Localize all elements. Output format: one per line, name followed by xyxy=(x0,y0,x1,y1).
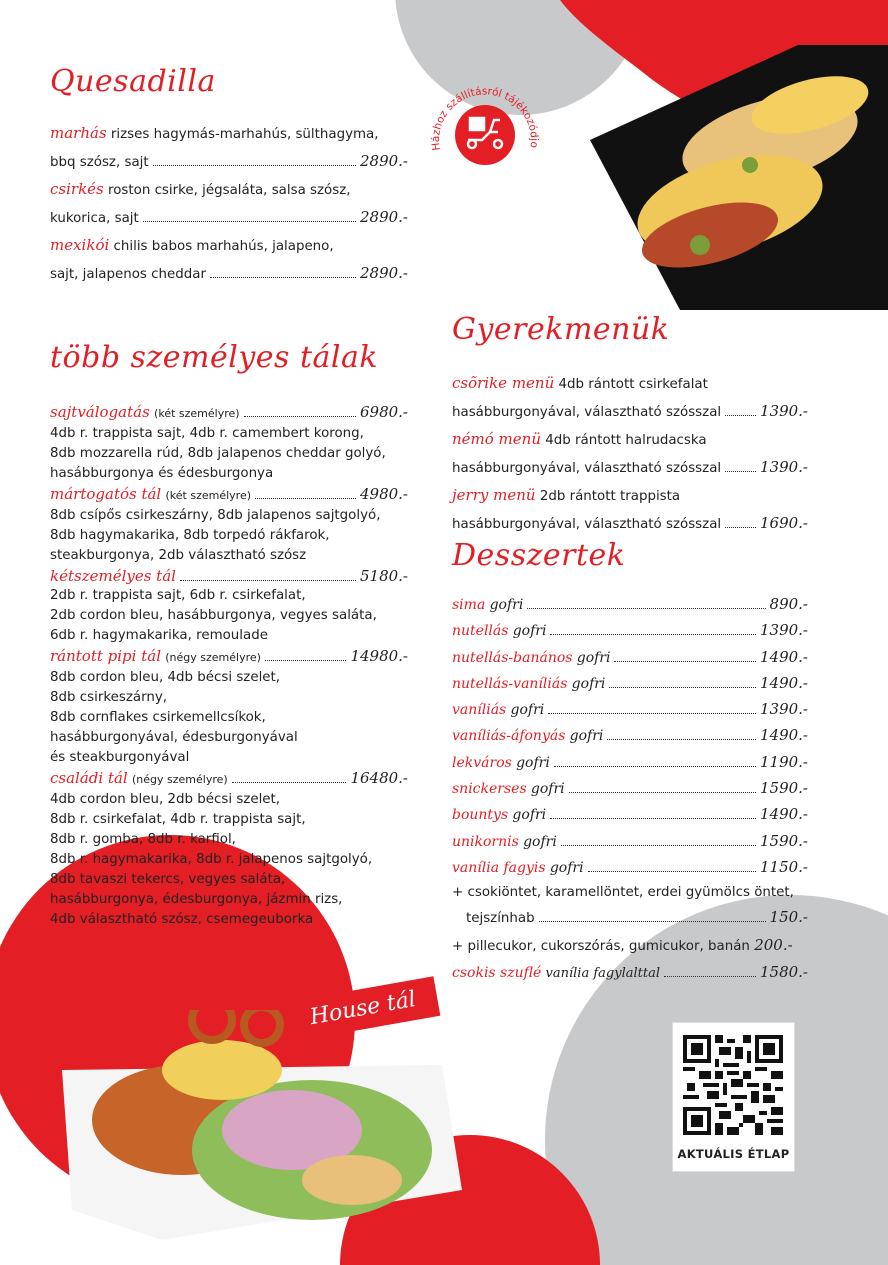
list-item xyxy=(452,645,808,671)
item-name: bountys xyxy=(452,807,509,824)
item-price: 2890.- xyxy=(359,152,408,170)
item-name: vanília fagyis xyxy=(452,859,546,876)
extras-1 xyxy=(452,881,808,931)
desserts-list xyxy=(452,592,808,986)
list-item xyxy=(452,370,808,426)
item-name: jerry menü xyxy=(452,486,536,504)
item-desc: hasábburgonyával, választható szósszal xyxy=(452,405,722,420)
item-desc: hasábburgonyával, édesburgonyával xyxy=(50,730,298,745)
list-item xyxy=(452,671,808,697)
item-desc: roston csirke, jégsaláta, salsa szósz, xyxy=(108,183,351,198)
item-price: 890.- xyxy=(769,595,808,613)
item-name: rántott pipi tál xyxy=(50,647,161,665)
item-desc: hasábburgonyával, választható szósszal xyxy=(452,517,722,532)
item-name: snickerses xyxy=(452,781,527,798)
item-name: lekváros xyxy=(452,754,512,771)
platters-title: több személyes tálak xyxy=(50,340,379,375)
item-suffix: gofri xyxy=(576,649,611,666)
quesadilla-title: Quesadilla xyxy=(50,64,216,99)
item-name: mexikói xyxy=(50,236,110,254)
item-price: 1690.- xyxy=(759,514,808,532)
item-desc: rizses hagymás-marhahús, sülthagyma, xyxy=(110,127,379,142)
delivery-badge xyxy=(420,70,550,200)
item-name: csirkés xyxy=(50,180,104,198)
item-name: családi tál xyxy=(50,769,128,787)
list-item xyxy=(452,750,808,776)
extra-desc: + csokiöntet, karamellöntet, erdei gyümölcs öntet, xyxy=(452,885,794,901)
list-item xyxy=(50,176,408,232)
item-name: vaníliás-áfonyás xyxy=(452,728,566,745)
list-item xyxy=(50,646,408,768)
list-item xyxy=(452,960,808,986)
list-item xyxy=(452,855,808,881)
list-item xyxy=(50,768,408,930)
list-item xyxy=(50,402,408,484)
house-label: House tál xyxy=(286,976,441,1041)
item-price: 14980.- xyxy=(350,647,408,665)
item-desc: 8db csípős csirkeszárny, 8db jalapenos sajtgolyó, xyxy=(50,508,381,523)
item-desc: 8db tavaszi tekercs, vegyes saláta, xyxy=(50,872,286,887)
item-price: 16480.- xyxy=(350,769,408,787)
item-price: 1390.- xyxy=(759,700,808,719)
item-name: unikornis xyxy=(452,833,519,850)
item-desc: 8db r. hagymakarika, 8db r. jalapenos sajtgolyó, xyxy=(50,852,373,867)
item-desc: sajt, jalapenos cheddar xyxy=(50,267,206,282)
desserts-title: Desszertek xyxy=(452,538,626,573)
extra-desc: tejszínhab xyxy=(466,911,535,927)
item-desc: kukorica, sajt xyxy=(50,211,139,226)
item-suffix: gofri xyxy=(523,833,557,850)
item-desc: 8db csirkeszárny, xyxy=(50,690,168,705)
item-price: 1150.- xyxy=(759,857,808,876)
item-suffix: gofri xyxy=(489,597,524,613)
item-note: (négy személyre) xyxy=(165,651,261,664)
list-item xyxy=(50,484,408,566)
item-desc: 6db r. hagymakarika, remoulade xyxy=(50,628,268,643)
item-name: sima xyxy=(452,597,486,613)
list-item xyxy=(452,618,808,644)
house-platter-photo xyxy=(62,1010,462,1250)
item-name: mártogatós tál xyxy=(50,485,162,503)
item-suffix: gofri xyxy=(530,781,565,798)
item-desc: hasábburgonya, édesburgonya, jázmin rizs, xyxy=(50,892,343,907)
list-item xyxy=(452,776,808,802)
item-price: 4980.- xyxy=(359,485,408,503)
item-desc: 8db cornflakes csirkemellcsíkok, xyxy=(50,710,266,725)
item-note: (négy személyre) xyxy=(131,773,228,786)
list-item xyxy=(452,426,808,482)
item-price: 1490.- xyxy=(759,805,808,824)
kids-list xyxy=(452,370,808,538)
item-price: 1390.- xyxy=(759,458,808,476)
item-desc: 8db hagymakarika, 8db torpedó rákfarok, xyxy=(50,528,330,543)
qr-code-card[interactable] xyxy=(673,1023,794,1171)
kids-title: Gyerekmenük xyxy=(452,312,670,347)
item-suffix: gofri xyxy=(512,623,547,640)
item-desc: 2db rántott trappista xyxy=(539,489,681,504)
item-desc: 4db rántott csirkefalat xyxy=(558,377,708,392)
extras-2 xyxy=(452,932,808,960)
item-desc: 4db cordon bleu, 2db bécsi szelet, xyxy=(50,792,281,807)
qr-label: AKTUÁLIS ÉTLAP xyxy=(677,1147,790,1161)
item-name: némó menü xyxy=(452,430,541,448)
item-desc: és steakburgonyával xyxy=(50,750,190,765)
item-price: 1390.- xyxy=(759,621,808,640)
item-price: 2890.- xyxy=(359,264,408,282)
item-price: 1580.- xyxy=(759,962,808,981)
item-suffix: gofri xyxy=(516,754,550,771)
item-name: nutellás-vaníliás xyxy=(452,675,568,692)
list-item xyxy=(452,829,808,855)
list-item xyxy=(50,120,408,176)
quesadilla-list xyxy=(50,120,408,288)
item-desc: vanília fagylalttal xyxy=(545,965,660,981)
extra-price: 200.- xyxy=(754,935,793,954)
item-suffix: gofri xyxy=(571,675,606,692)
item-desc: 2db cordon bleu, hasábburgonya, vegyes saláta, xyxy=(50,608,377,623)
platters-list xyxy=(50,402,408,930)
extra-price: 150.- xyxy=(769,908,808,927)
item-desc: hasábburgonyával, választható szósszal xyxy=(452,461,722,476)
extra-desc: + pillecukor, cukorszórás, gumicukor, banán xyxy=(452,938,750,954)
list-item xyxy=(452,723,808,749)
qr-code-icon xyxy=(683,1035,783,1135)
item-price: 2890.- xyxy=(359,208,408,226)
item-suffix: gofri xyxy=(510,702,545,719)
item-price: 1490.- xyxy=(759,673,808,692)
item-name: marhás xyxy=(50,124,107,142)
item-name: sajtválogatás xyxy=(50,403,150,421)
item-desc: 4db választható szósz, csemegeuborka xyxy=(50,912,314,927)
item-name: vaníliás xyxy=(452,702,507,719)
quesadilla-photo xyxy=(560,45,888,310)
item-desc: 8db r. csirkefalat, 4db r. trappista sajt, xyxy=(50,812,306,827)
item-price: 6980.- xyxy=(359,403,408,421)
list-item xyxy=(452,697,808,723)
item-price: 1590.- xyxy=(759,831,808,850)
list-item xyxy=(452,482,808,538)
item-desc: 4db rántott halrudacska xyxy=(545,433,707,448)
item-name: kétszemélyes tál xyxy=(50,567,176,585)
item-price: 1190.- xyxy=(759,752,808,771)
item-desc: 4db r. trappista sajt, 4db r. camembert korong, xyxy=(50,426,364,441)
item-desc: 2db r. trappista sajt, 6db r. csirkefalat, xyxy=(50,588,306,603)
badge-text: Házhoz szállításról tájékozódjo xyxy=(429,85,541,152)
item-price: 5180.- xyxy=(359,567,408,585)
item-price: 1490.- xyxy=(759,647,808,666)
item-price: 1390.- xyxy=(759,402,808,420)
item-desc: 8db cordon bleu, 4db bécsi szelet, xyxy=(50,670,281,685)
item-name: csokis szuflé xyxy=(452,964,542,981)
item-desc: 8db r. gomba, 8db r. karfiol, xyxy=(50,832,236,847)
item-suffix: gofri xyxy=(569,728,604,745)
list-item xyxy=(50,566,408,646)
list-item xyxy=(50,232,408,288)
item-name: nutellás-banános xyxy=(452,649,573,666)
item-desc: steakburgonya, 2db választható szósz xyxy=(50,548,307,563)
item-desc: 8db mozzarella rúd, 8db jalapenos cheddar golyó, xyxy=(50,446,386,461)
item-price: 1590.- xyxy=(759,779,808,798)
list-item xyxy=(452,802,808,828)
item-note: (két személyre) xyxy=(154,407,240,420)
item-desc: bbq szósz, sajt xyxy=(50,155,149,170)
item-suffix: gofri xyxy=(549,859,584,876)
item-note: (két személyre) xyxy=(165,489,252,502)
item-name: csõrike menü xyxy=(452,374,555,392)
list-item xyxy=(452,592,808,618)
item-name: nutellás xyxy=(452,623,509,640)
item-price: 1490.- xyxy=(759,726,808,745)
item-suffix: gofri xyxy=(512,807,547,824)
item-desc: chilis babos marhahús, jalapeno, xyxy=(113,239,334,254)
item-desc: hasábburgonya és édesburgonya xyxy=(50,466,274,481)
